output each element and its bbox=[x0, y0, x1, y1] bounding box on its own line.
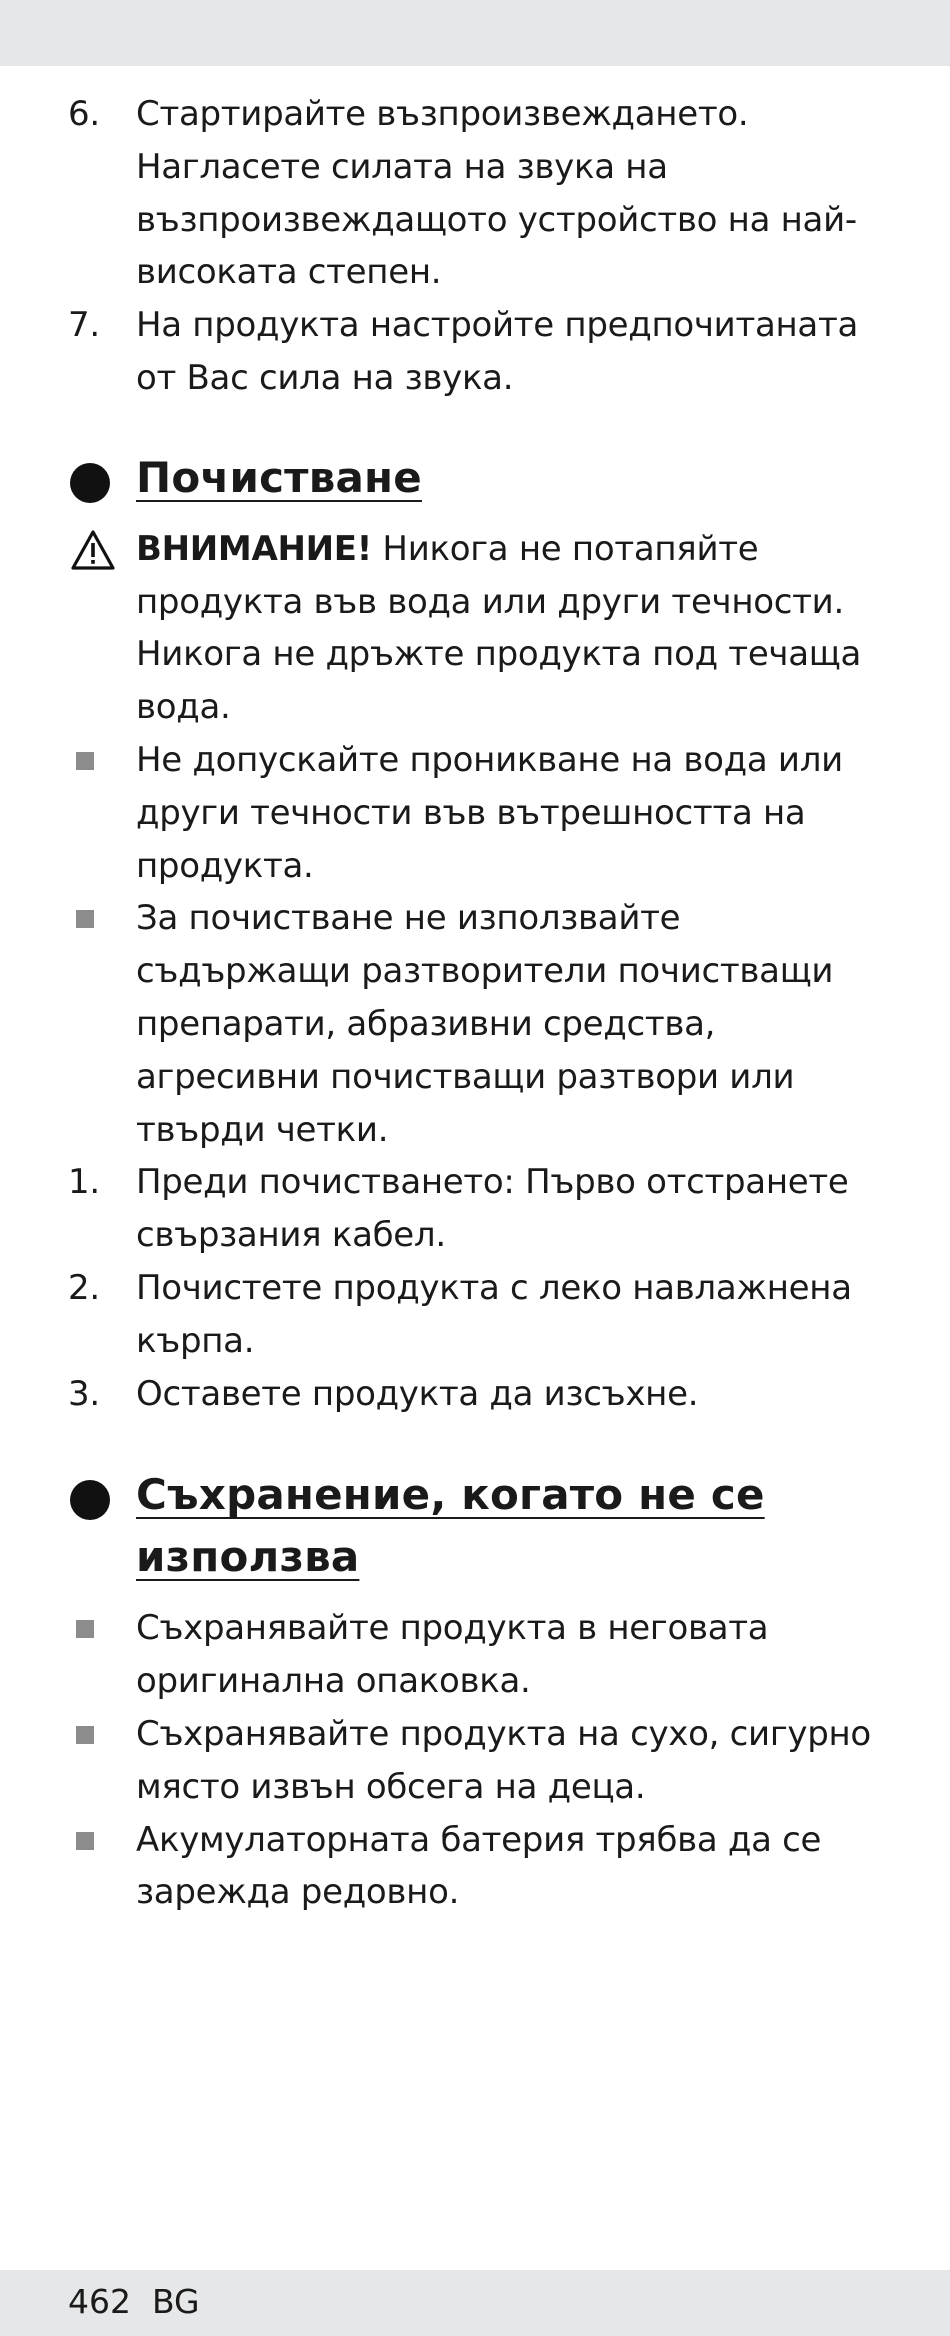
page-number: 462 bbox=[68, 2282, 131, 2321]
step-number: 2. bbox=[68, 1267, 100, 1308]
warning-notice bbox=[68, 523, 898, 734]
bullet-square-icon bbox=[76, 1726, 94, 1744]
storage-section-heading bbox=[68, 1464, 898, 1588]
step-text: Оставете продукта да изсъхне. bbox=[136, 1373, 699, 1414]
step-text: Стартирайте възпроизвеждането. Нагласете силата на звука на възпроизвеждащото устройство на най-високата степен. bbox=[136, 94, 857, 293]
header-band bbox=[0, 0, 950, 66]
list-item bbox=[68, 734, 898, 892]
step-7 bbox=[68, 299, 898, 405]
language-code: BG bbox=[151, 2282, 200, 2321]
page-footer bbox=[68, 2280, 200, 2324]
warning-label: ВНИМАНИЕ! bbox=[136, 528, 372, 569]
bullet-text: Не допускайте проникване на вода или други течности във вътрешността на продукта. bbox=[136, 739, 843, 886]
step-3 bbox=[68, 1368, 898, 1421]
bullet-text: Съхранявайте продукта на сухо, сигурно място извън обсега на деца. bbox=[136, 1713, 871, 1807]
step-number: 6. bbox=[68, 94, 100, 134]
step-number: 1. bbox=[68, 1162, 100, 1203]
step-2 bbox=[68, 1262, 898, 1368]
bullet-text: Съхранявайте продукта в неговата оригинална опаковка. bbox=[136, 1608, 769, 1702]
list-item bbox=[68, 1602, 898, 1708]
step-number: 7. bbox=[68, 305, 100, 346]
bullet-circle-icon bbox=[70, 1480, 110, 1520]
bullet-text: За почистване не използвайте съдържащи разтворители почистващи препарати, абразивни средства, агресивни почистващи разтвори или твърди четки. bbox=[136, 898, 834, 1150]
step-6 bbox=[68, 88, 898, 299]
bullet-circle-icon bbox=[70, 463, 110, 503]
step-text: Почистете продукта с леко навлажнена кърпа. bbox=[136, 1267, 852, 1361]
list-item bbox=[68, 1708, 898, 1814]
bullet-square-icon bbox=[76, 1620, 94, 1638]
warning-triangle-icon bbox=[70, 529, 116, 571]
step-1 bbox=[68, 1156, 898, 1262]
manual-content bbox=[68, 88, 898, 1919]
bullet-text: Акумулаторната батерия трябва да се зарежда редовно. bbox=[136, 1819, 822, 1913]
cleaning-section-heading bbox=[68, 447, 898, 509]
heading-text: Съхранение, когато не се използва bbox=[136, 1470, 765, 1582]
warning-text: Никога не потапяйте продукта във вода или други течности. Никога не дръжте продукта под течаща вода. bbox=[136, 528, 862, 728]
step-text: На продукта настройте предпочитаната от Вас сила на звука. bbox=[136, 305, 859, 398]
list-item bbox=[68, 1814, 898, 1920]
step-text: Преди почистването: Първо отстранете свързания кабел. bbox=[136, 1162, 849, 1256]
bullet-square-icon bbox=[76, 752, 94, 770]
heading-text: Почистване bbox=[136, 452, 422, 502]
step-number: 3. bbox=[68, 1373, 100, 1414]
list-item bbox=[68, 892, 898, 1156]
bullet-square-icon bbox=[76, 910, 94, 928]
bullet-square-icon bbox=[76, 1832, 94, 1850]
